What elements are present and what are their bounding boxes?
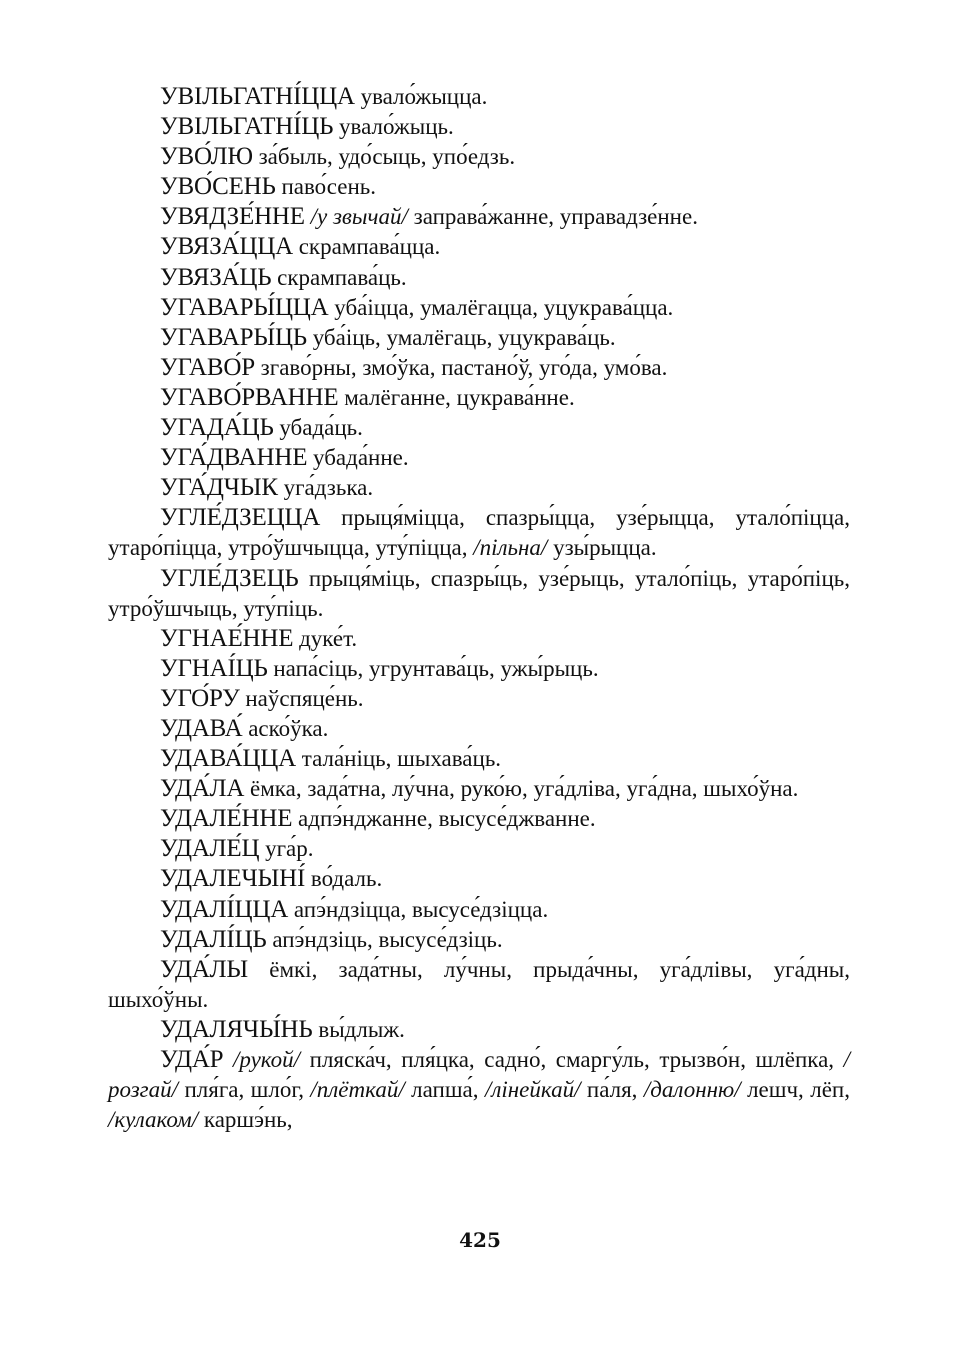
entry-headword: УГА́ДЧЫК	[160, 474, 278, 502]
entry-synonyms: во́даль.	[305, 866, 383, 892]
entry-synonyms: скрампава́ць.	[271, 264, 407, 290]
dictionary-entry	[108, 804, 850, 834]
entry-headword: УДА́ЛА	[160, 775, 245, 803]
entry-synonyms: пля́га, шло́г,	[178, 1077, 311, 1103]
entry-headword: УГНАІ́ЦЬ	[160, 654, 268, 682]
dictionary-entry	[108, 473, 850, 503]
entry-headword: УВО́ЛЮ	[160, 143, 253, 171]
dictionary-entry	[108, 323, 850, 353]
dictionary-entry	[108, 503, 850, 563]
entry-synonyms: па́ля,	[580, 1077, 644, 1103]
entry-headword: УДАВА́	[160, 714, 243, 742]
dictionary-entry	[108, 172, 850, 202]
dictionary-entry	[108, 82, 850, 112]
entry-headword: УВО́СЕНЬ	[160, 173, 276, 201]
entry-synonyms: тала́ніць, шыхава́ць.	[296, 746, 502, 772]
dictionary-entry	[108, 443, 850, 473]
entry-synonyms: згаво́рны, змо́ўка, пастано́ў, уго́да, умо́ва.	[254, 354, 668, 380]
dictionary-entry	[108, 895, 850, 925]
entry-synonyms: скрампава́цца.	[292, 234, 441, 260]
dictionary-entry	[108, 263, 850, 293]
dictionary-entry	[108, 232, 850, 262]
dictionary-entry	[108, 925, 850, 955]
dictionary-page	[108, 82, 850, 1135]
entry-synonyms: паво́сень.	[275, 174, 376, 200]
entry-headword: УДАЛЕЧЫНІ́	[160, 865, 306, 893]
entry-headword: УДАЛІ́ЦЦА	[160, 895, 289, 923]
entry-synonyms: уба́іць, умалёгаць, уцукрава́ць.	[306, 324, 616, 350]
entry-headword: УДАЛЕ́ННЕ	[160, 805, 293, 833]
dictionary-entry	[108, 684, 850, 714]
entry-headword: УГАВАРЫ́ЦЬ	[160, 323, 307, 351]
entry-headword: УДА́Р	[160, 1046, 224, 1073]
entry-headword: УГАВО́РВАННЕ	[160, 383, 339, 411]
entry-headword: УВІЛЬГАТНІ́ЦЦА	[160, 83, 355, 110]
entry-headword: УГА́ДВАННЕ	[160, 444, 308, 472]
entry-headword: УГАВО́Р	[160, 353, 255, 381]
entry-synonyms: увало́жыць.	[333, 114, 454, 140]
usage-note: /у звычай/	[310, 204, 408, 230]
dictionary-entry	[108, 1015, 850, 1045]
dictionary-entry	[108, 112, 850, 142]
dictionary-entry	[108, 1045, 850, 1135]
entry-synonyms: ёмкі, зада́тны, лу́чны, прыда́чны, уга́длівы, уга́дны, шыхо́ўны.	[108, 956, 850, 1012]
entry-synonyms: за́быль, удо́сыць, упо́едзь.	[252, 144, 516, 170]
entry-synonyms: убада́ць.	[273, 415, 363, 441]
entry-synonyms: уга́дзька.	[277, 475, 374, 501]
dictionary-entry	[108, 955, 850, 1015]
usage-note: /плёткай/	[310, 1077, 405, 1103]
entry-headword: УВІЛЬГАТНІ́ЦЬ	[160, 113, 334, 141]
page-number: 425	[459, 1228, 501, 1252]
entry-headword: УВЯЗА́ЦЦА	[160, 233, 293, 261]
dictionary-entry	[108, 834, 850, 864]
dictionary-entry	[108, 293, 850, 323]
dictionary-entry	[108, 564, 850, 624]
entry-headword: УВЯЗА́ЦЬ	[160, 263, 272, 291]
entry-synonyms: апэ́ндзіцца, высусе́дзіцца.	[288, 896, 549, 922]
entry-synonyms: наўспяце́нь.	[239, 685, 364, 711]
entry-headword: УДАЛІ́ЦЬ	[160, 925, 267, 953]
dictionary-entry	[108, 744, 850, 774]
dictionary-entry	[108, 202, 850, 232]
usage-note: /пільна/	[473, 535, 548, 561]
entry-synonyms: узы́рыцца.	[547, 535, 657, 561]
entry-synonyms: апэ́ндзіць, высусе́дзіць.	[266, 926, 503, 952]
entry-synonyms: ёмка, зада́тна, лу́чна, руко́ю, уга́дліва, уга́дна, шыхо́ўна.	[244, 776, 799, 802]
entry-synonyms: прыця́міць, спазры́ць, узе́рыць, утало́піць, утаро́піць, утро́ўшчыць, уту́піць.	[108, 565, 850, 621]
entry-headword: УДА́ЛЫ	[160, 955, 249, 983]
entry-synonyms: аско́ўка.	[242, 715, 329, 741]
entry-headword: УГАДА́ЦЬ	[160, 414, 274, 442]
entry-synonyms: дуке́т.	[293, 625, 358, 651]
entry-synonyms: вы́длыж.	[312, 1016, 405, 1042]
entry-synonyms: пляска́ч, пля́цка, садно́, смаргу́ль, трызво́н, шлёпка,	[300, 1047, 844, 1072]
entry-synonyms: уга́р.	[259, 836, 314, 862]
entry-synonyms: лешч, лёп,	[740, 1077, 850, 1103]
entry-synonyms: лапша́,	[404, 1077, 485, 1103]
entry-synonyms: напа́сіць, угрунтава́ць, ужы́рыць.	[267, 655, 599, 681]
dictionary-entry	[108, 413, 850, 443]
entry-synonyms: увало́жыцца.	[354, 84, 488, 109]
dictionary-entry	[108, 624, 850, 654]
dictionary-entry	[108, 142, 850, 172]
dictionary-entry	[108, 654, 850, 684]
entry-headword: УГЛЕ́ДЗЕЦЬ	[160, 564, 299, 592]
usage-note: /далонню/	[643, 1077, 741, 1103]
dictionary-entry	[108, 714, 850, 744]
usage-note: /лінейкай/	[484, 1077, 581, 1103]
entry-headword: УДАЛЕ́Ц	[160, 835, 260, 863]
entry-headword: УДАЛЯЧЫ́НЬ	[160, 1015, 313, 1043]
entry-synonyms: убада́нне.	[307, 445, 409, 471]
entry-headword: УГО́РУ	[160, 684, 240, 712]
usage-note: /кулаком/	[108, 1107, 199, 1133]
entry-headword: УГАВАРЫ́ЦЦА	[160, 293, 329, 321]
entry-synonyms: прыця́міцца, спазры́цца, узе́рыцца, утало́піцца, утаро́піцца, утро́ўшчыцца, уту́піцца,	[108, 505, 850, 561]
entry-headword: УВЯДЗЕ́ННЕ	[160, 203, 305, 231]
usage-note: /рукой/	[232, 1047, 301, 1072]
usage-note: /розгай/	[108, 1047, 851, 1103]
entry-synonyms: каршэ́нь,	[198, 1107, 293, 1133]
entry-synonyms: малёганне, цукрава́нне.	[338, 384, 575, 410]
dictionary-entry	[108, 383, 850, 413]
dictionary-entry	[108, 864, 850, 894]
dictionary-entry	[108, 353, 850, 383]
entry-synonyms: адпэ́нджанне, высусе́джванне.	[292, 806, 596, 832]
entry-synonyms: уба́іцца, умалёгацца, уцукрава́цца.	[328, 294, 674, 320]
dictionary-entry	[108, 774, 850, 804]
entry-synonyms: заправа́жанне, управадзе́нне.	[407, 204, 698, 230]
entry-headword: УГНАЕ́ННЕ	[160, 624, 294, 652]
entry-synonyms	[223, 1047, 233, 1072]
entry-headword: УГЛЕ́ДЗЕЦЦА	[160, 504, 321, 532]
entry-headword: УДАВА́ЦЦА	[160, 745, 296, 773]
